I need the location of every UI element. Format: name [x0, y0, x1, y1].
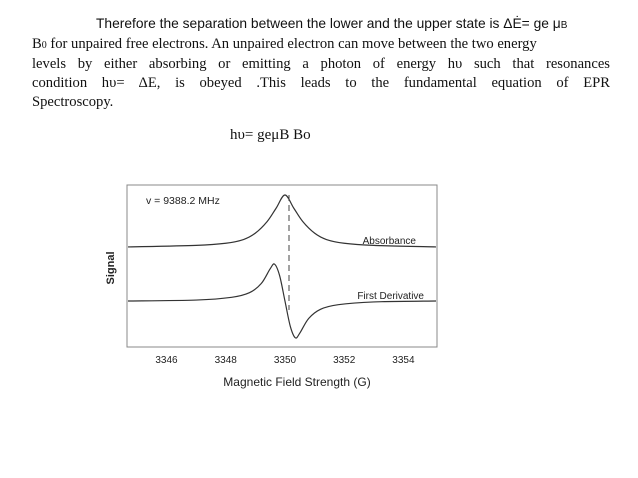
- b0-subscript: 0: [41, 40, 47, 51]
- paragraph-line-5: Spectroscopy.: [32, 94, 114, 110]
- mu-b-subscript: B: [560, 20, 568, 31]
- paragraph-line-4: condition hυ= ΔE, is obeyed .This leads to the fundamental equation of EPR: [32, 75, 610, 91]
- x-tick-label: 3348: [214, 355, 237, 366]
- body-paragraph: [32, 14, 610, 112]
- x-tick-label: 3354: [392, 355, 415, 366]
- paragraph-line-2: [32, 35, 610, 55]
- first-derivative-label: First Derivative: [357, 291, 424, 302]
- x-tick-label: 3350: [273, 355, 297, 366]
- x-tick-label: 3346: [155, 355, 178, 366]
- epr-equation: hυ= geμB Bo: [230, 127, 311, 143]
- line2-text: for unpaired free electrons. An unpaired electron can move between the two energy: [46, 36, 537, 52]
- line1-text: Therefore the separation between the lower and the upper state is ΔĖ= ge μ: [96, 16, 561, 31]
- epr-spectrum-chart: [84, 180, 442, 395]
- paragraph-line-1: [32, 14, 610, 35]
- series-layer: [128, 195, 436, 338]
- x-tick-labels: [155, 355, 415, 366]
- absorbance-label: Absorbance: [362, 236, 416, 247]
- x-tick-label: 3352: [333, 355, 356, 366]
- frequency-annotation: v = 9388.2 MHz: [146, 195, 220, 207]
- x-axis-label: Magnetic Field Strength (G): [223, 375, 371, 389]
- y-axis-label: Signal: [105, 251, 117, 285]
- b0-symbol: B: [32, 36, 42, 52]
- plot-frame: [127, 185, 437, 347]
- paragraph-line-3: levels by either absorbing or emitting a photon of energy hυ such that resonances: [32, 56, 610, 72]
